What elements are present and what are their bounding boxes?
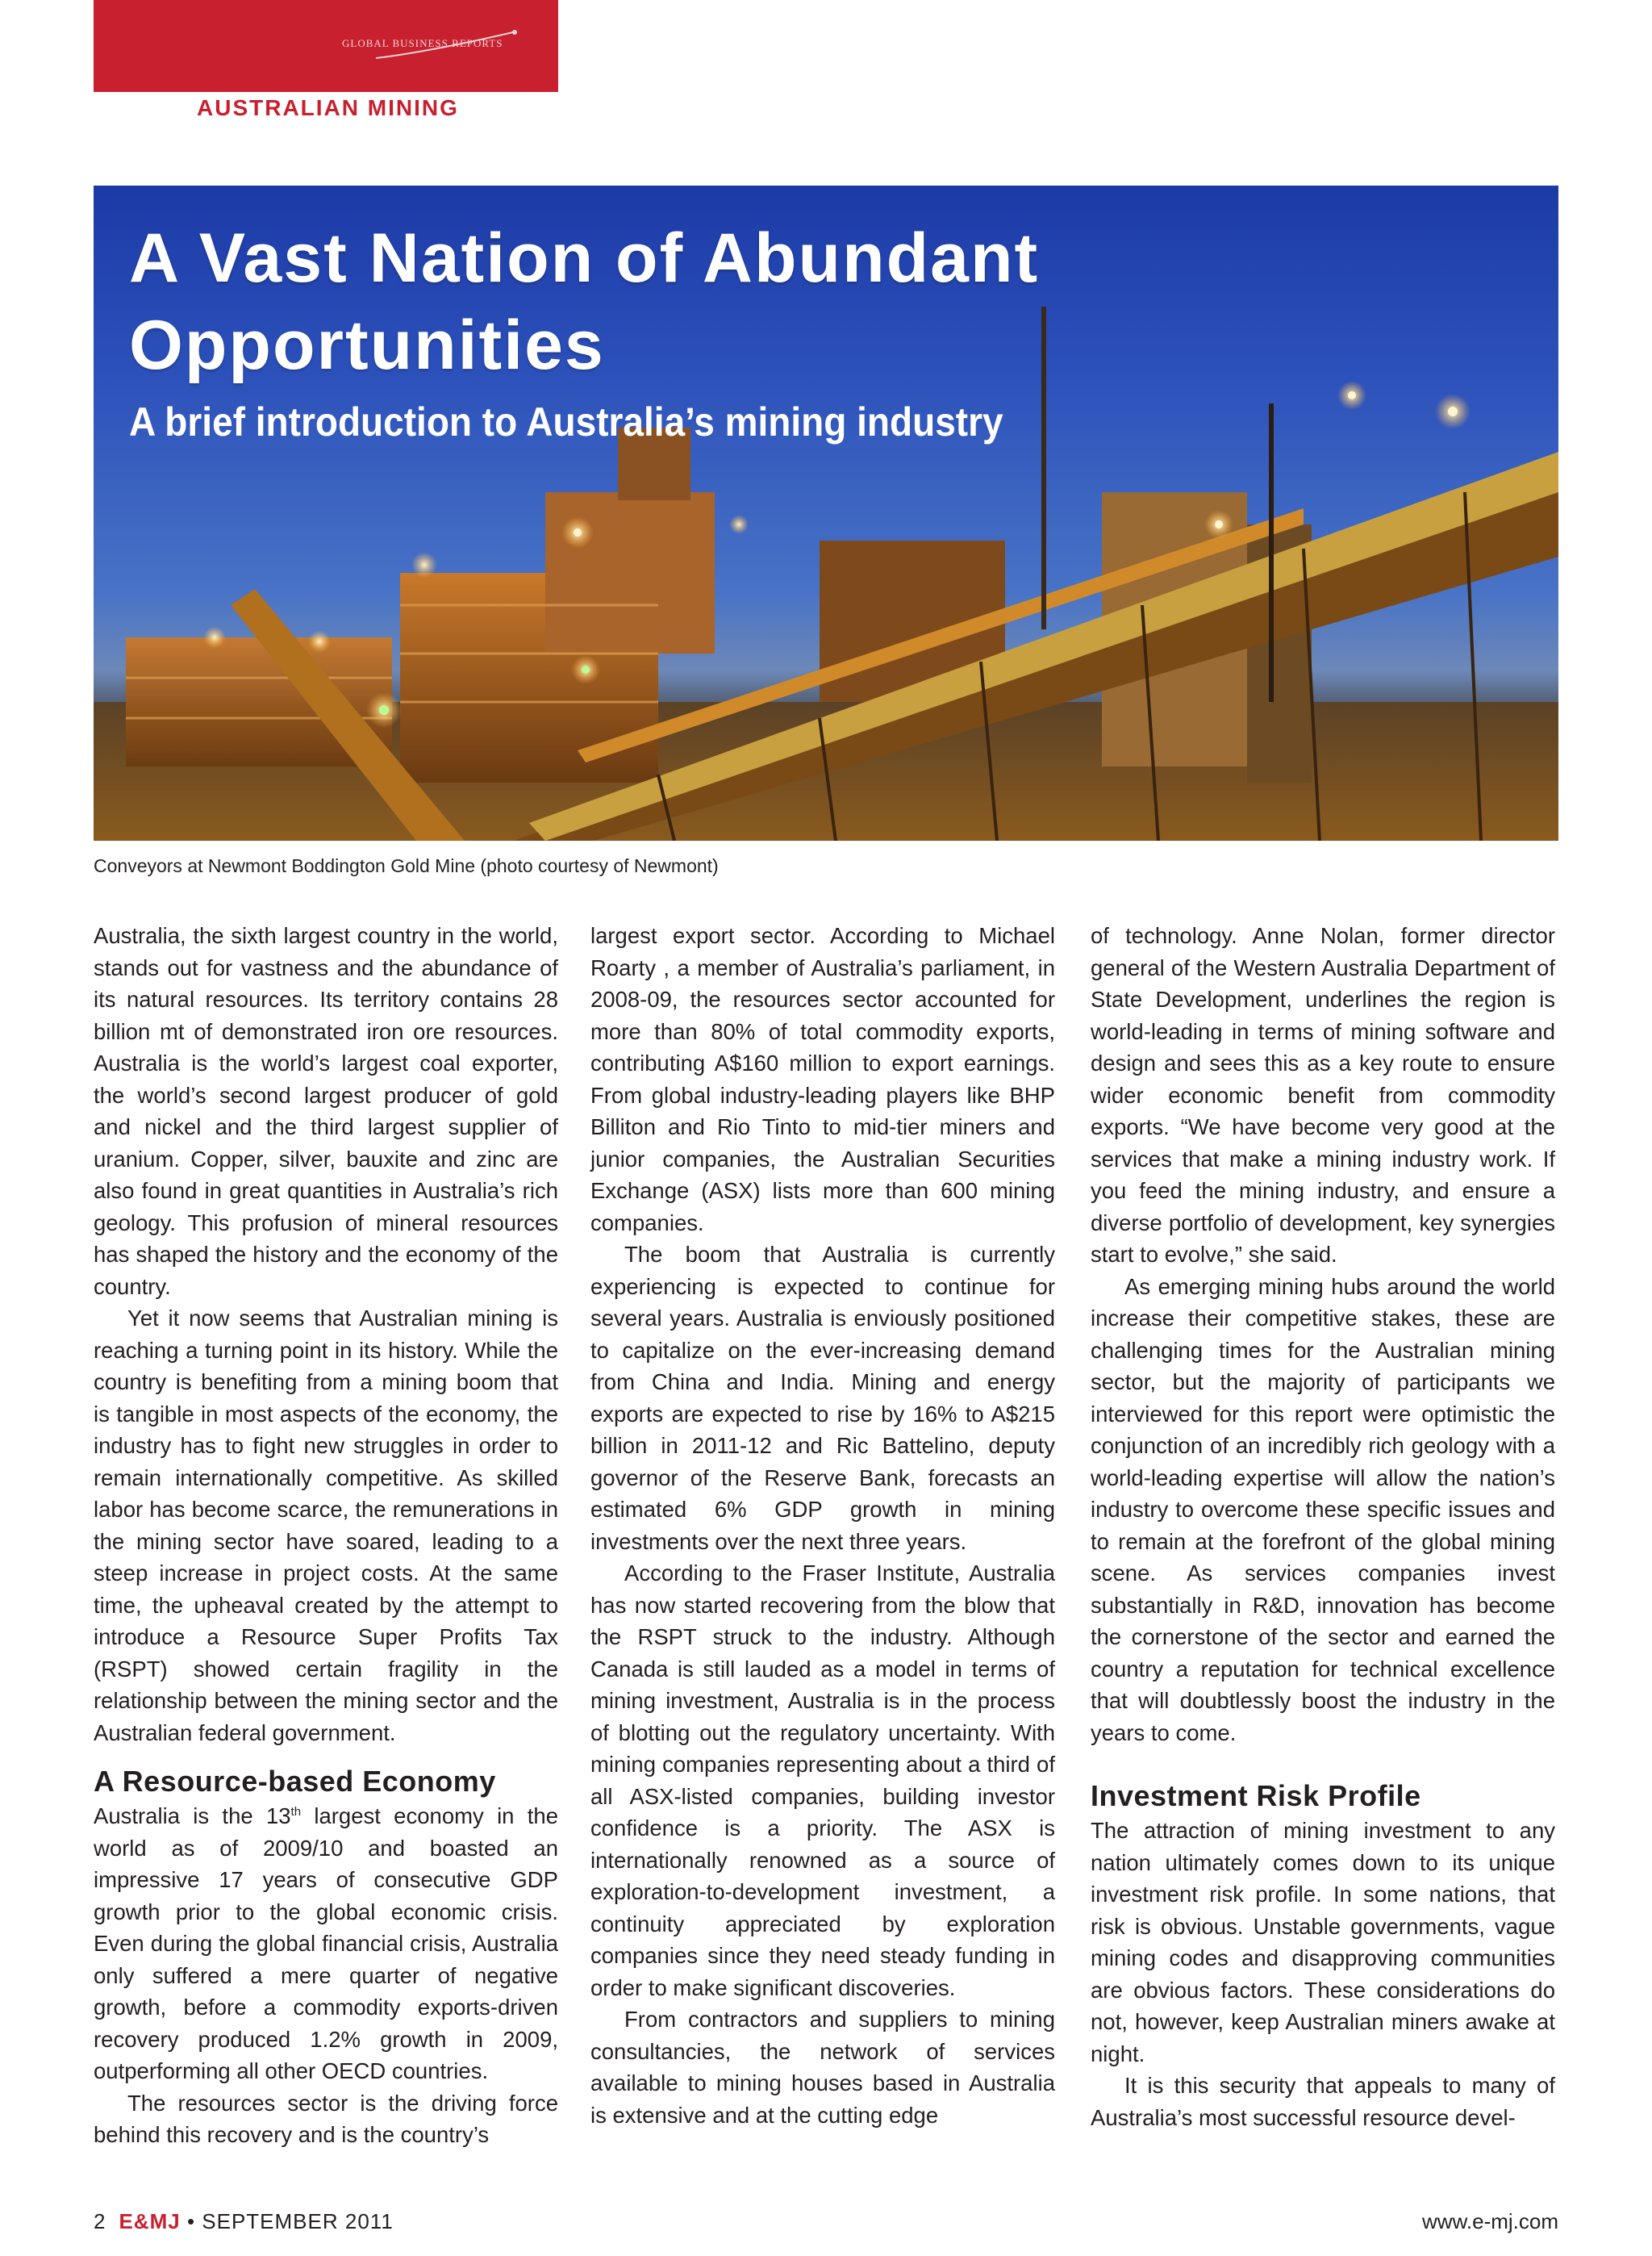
paragraph: From contractors and suppliers to mining consultancies, the network of services available to mining houses based in Australia is extensive and at the cutting edge (590, 2007, 1055, 2128)
paragraph: largest export sector. According to Michael Roarty , a member of Australia’s parliament, in 2008-09, the resources sector accounted for more than 80% of total commodity exports, contributing A$160 million to export earnings. From global industry-leading players like BHP Billiton and Rio Tinto to mid-tier miners and junior companies, the Australian Securities Exchange (ASX) lists more than 600 mining companies. (590, 923, 1055, 1235)
header-banner (94, 0, 558, 92)
paragraph: The boom that Australia is currently experiencing is expected to continue for several years. Australia is enviously positioned to capitalize on the ever-increasing demand from China and India. Mining and energy exports are expected to rise by 16% to A$215 billion in 2011-12 and Ric Battelino, deputy governor of the Reserve Bank, forecasts an estimated 6% GDP growth in mining investments over the next three years. (590, 1242, 1055, 1554)
global-business-reports-logo (247, 29, 513, 69)
hero-photo (94, 186, 1558, 841)
paragraph: As emerging mining hubs around the world increase their competitive stakes, these are challenging times for the Australian mining sector, but the majority of participants we interviewed for this report were optimistic the conjunction of an incredibly rich geology with a world-leading expertise will allow the nation’s industry to overcome these specific issues and to remain at the forefront of the global mining scene. As services companies invest substantially in R&D, innovation has become the cornerstone of the sector and earned the country a reputation for technical excellence that will doubtlessly boost the industry in the years to come. (1091, 1273, 1555, 1745)
paragraph: of technology. Anne Nolan, former director general of the Western Australia Department of State Development, underlines the region is world-leading in terms of mining software and design and sees this as a key route to ensure wider economic benefit from commodity exports. “We have become very good at the services that make a mining industry work. If you feed the mining industry, and ensure a diverse portfolio of development, key synergies start to evolve,” she said. (1091, 923, 1555, 1267)
footer-left (94, 2209, 394, 2234)
photo-caption: Conveyors at Newmont Boddington Gold Mine (photo courtesy of Newmont) (94, 855, 719, 876)
paragraph-text: Australia is the 13 (94, 1803, 291, 1828)
magazine-name: E&MJ (119, 2209, 181, 2233)
paragraph: Australia, the sixth largest country in the world, stands out for vastness and the abundance of its natural resources. Its territory contains 28 billion mt of demonstrated iron ore resources. Australia is the world’s largest coal exporter, the world’s second largest producer of gold and nickel and the third largest supplier of uranium. Copper, silver, bauxite and zinc are also found in great quantities in Australia’s rich geology. This profusion of mineral resources has shaped the history and the economy of the country. (94, 923, 558, 1299)
paragraph: Yet it now seems that Australian mining is reaching a turning point in its history. While the country is benefiting from a mining boom that is tangible in most aspects of the economy, the industry has to fight new struggles in order to remain internationally competitive. As skilled labor has become scarce, the remunerations in the mining sector have soared, leading to a steep increase in project costs. At the same time, the upheaval created by the attempt to introduce a Resource Super Profits Tax (RSPT) showed certain fragility in the relationship between the mining sector and the Australian federal government. (94, 1306, 558, 1745)
logo-text: GLOBAL BUSINESS REPORTS (342, 37, 503, 49)
article-title-line-2: Opportunities (129, 307, 605, 384)
website-url[interactable]: www.e-mj.com (1421, 2209, 1558, 2233)
article-title (129, 215, 1039, 389)
paragraph: The attraction of mining investment to any nation ultimately comes down to its unique investment risk profile. In some nations, that risk is obvious. Unstable governments, vague mining codes and disapproving communities are obvious factors. These considerations do not, however, keep Australian miners awake at night. (1091, 1818, 1555, 2066)
article-title-line-1: A Vast Nation of Abundant (129, 219, 1040, 297)
article-column-1 (94, 920, 558, 2151)
article-column-3 (1091, 920, 1555, 2133)
section-label: AUSTRALIAN MINING (197, 95, 459, 120)
paragraph (94, 1800, 558, 2087)
paragraph-text: largest economy in the world as of 2009/10 and boasted an impressive 17 years of consecutive GDP growth prior to the global economic crisis. Even during the global financial crisis, Australia only suffered a mere quarter of negative growth, before a commodity exports-driven recovery produced 1.2% growth in 2009, outperforming all other OECD countries. (94, 1803, 558, 2083)
superscript: th (290, 1804, 302, 1819)
article-column-2 (590, 920, 1055, 2131)
paragraph: It is this security that appeals to many of Australia’s most successful resource devel- (1091, 2073, 1555, 2130)
issue-date: • SEPTEMBER 2011 (186, 2209, 394, 2233)
article-subtitle: A brief introduction to Australia’s mining industry (129, 399, 1003, 445)
section-heading-risk: Investment Risk Profile (1091, 1779, 1421, 1812)
section-heading-economy: A Resource-based Economy (94, 1765, 496, 1798)
paragraph: The resources sector is the driving force behind this recovery and is the country’s (94, 2090, 558, 2147)
page-number: 2 (94, 2209, 106, 2233)
paragraph: According to the Fraser Institute, Australia has now started recovering from the blow that the RSPT struck to the industry. Although Canada is still lauded as a model in terms of mining investment, Australia is in the process of blotting out the regulatory uncertainty. With mining companies representing about a third of all ASX-listed companies, building investor confidence is a priority. The ASX is internationally renowned as a source of exploration-to-development investment, a continuity appreciated by exploration companies since they need steady funding in order to make significant discoveries. (590, 1560, 1055, 2000)
